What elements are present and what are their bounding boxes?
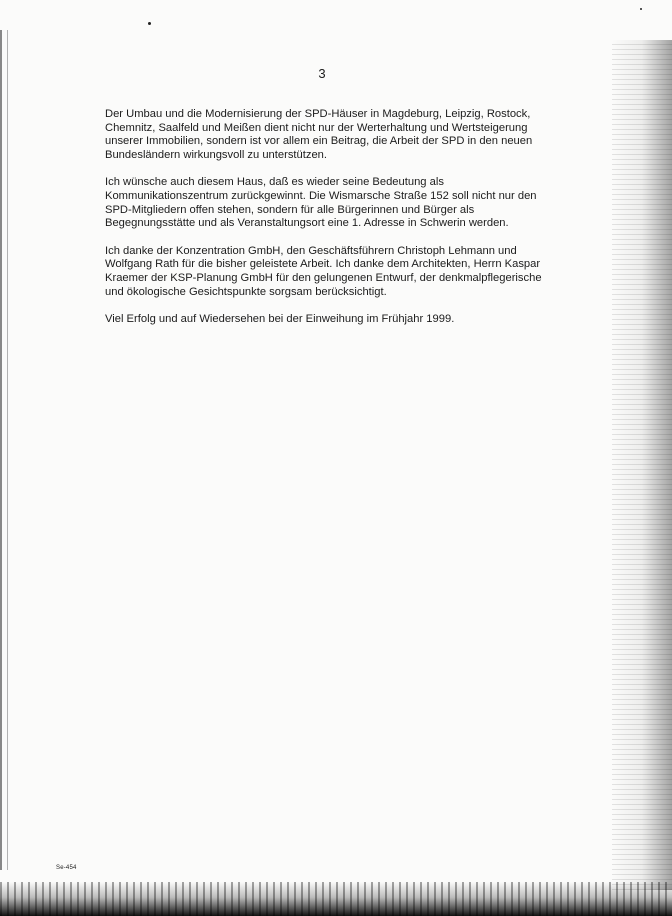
paragraph: Ich danke der Konzentration GmbH, den Geschäftsführern Christoph Lehmann und Wolfgang Rath für die bisher geleistete Arbeit. Ich danke dem Architekten, Herrn Kaspar Kraemer der KSP-Planung GmbH für den gelungenen Entwurf, der denkmalpflegerische und ökologische Gesichtspunkte sorgsam berücksichtigt.	[105, 244, 542, 298]
document-code: Se-454	[56, 865, 77, 871]
scan-speck	[640, 8, 642, 10]
scan-edge-left	[0, 30, 14, 870]
scan-edge-right	[612, 40, 672, 890]
scan-speck	[148, 22, 151, 25]
letter-body	[105, 108, 550, 341]
page-number: 3	[318, 66, 326, 81]
paragraph: Ich wünsche auch diesem Haus, daß es wieder seine Bedeutung als Kommunikationszentrum zurückgewinnt. Die Wismarsche Straße 152 soll nicht nur den SPD-Mitgliedern offen stehen, sondern für alle Bürgerinnen und Bürger als Begegnungsstätte und als Veranstaltungsort eine 1. Adresse in Schwerin werden.	[105, 176, 537, 230]
paragraph: Viel Erfolg und auf Wiedersehen bei der Einweihung im Frühjahr 1999.	[105, 313, 455, 326]
scan-edge-bottom	[0, 882, 672, 916]
paragraph: Der Umbau und die Modernisierung der SPD-Häuser in Magdeburg, Leipzig, Rostock, Chemnitz, Saalfeld und Meißen dient nicht nur der Werterhaltung und Wertsteigerung unserer Immobilien, sondern ist vor allem ein Beitrag, die Arbeit der SPD in den neuen Bundesländern wirkungsvoll zu unterstützen.	[105, 108, 533, 161]
